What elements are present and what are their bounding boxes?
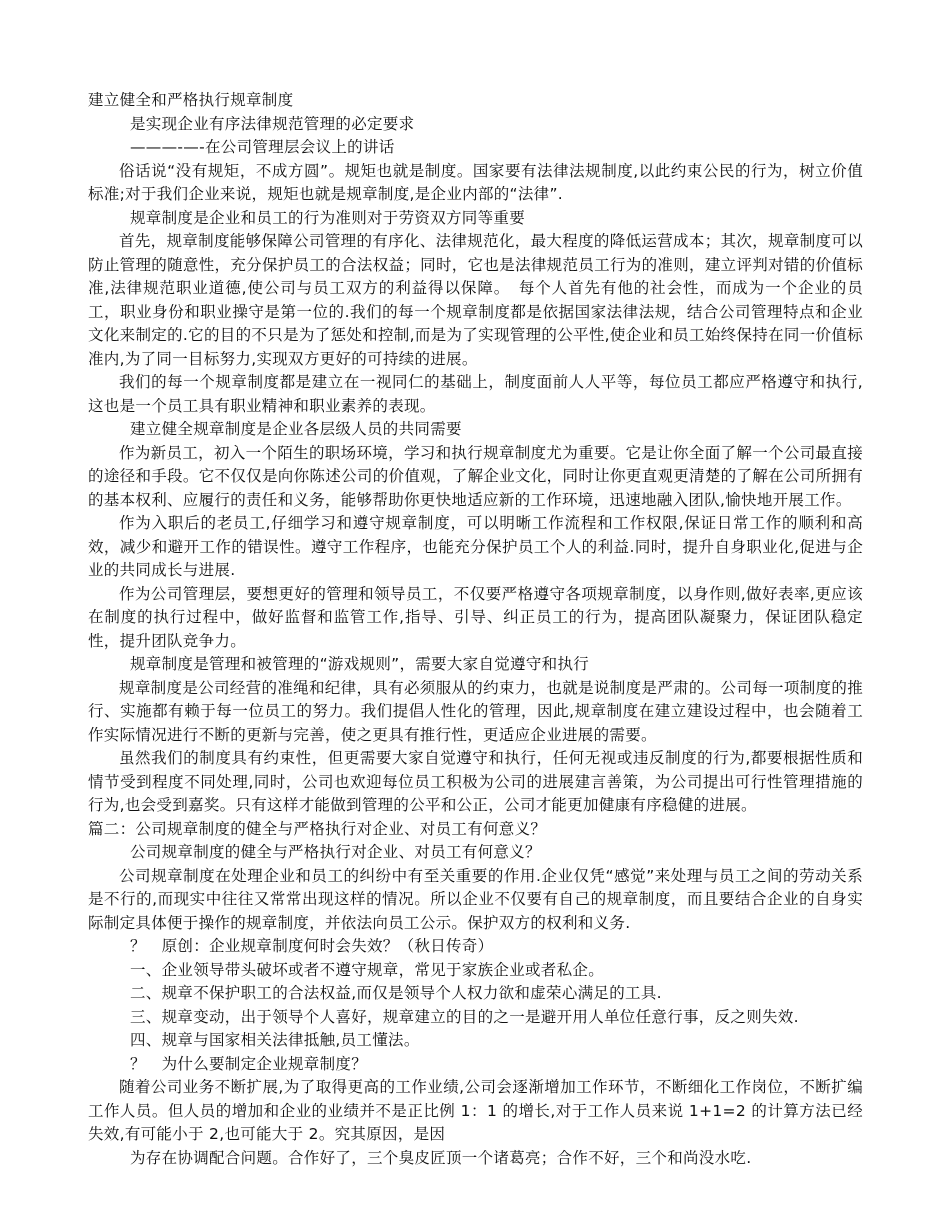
paragraph-2: 首先，规章制度能够保障公司管理的有序化、法律规范化，最大程度的降低运营成本；其次，规章制度可以防止管理的随意性，充分保护员工的合法权益；同时，它也是法律规范员工行为的准则，建立评判对错的价值标准,法律规范职业道德,使公司与员工双方的利益得以保障。 每个人首先有他的社会性，而成为一个企业的员工，职业身份和职业操守是第一位的.我们的每一个规章制度都是依据国家法律法规，结合公司管理特点和企业文化来制定的.它的目的不只是为了惩处和控制,而是为了实现管理的公平性,使企业和员工始终保持在同一价值标准内,为了同一目标努力,实现双方更好的可持续的进展。 bbox=[88, 232, 863, 368]
list-item: 三、规章变动，出于领导个人喜好，规章建立的目的之一是避开用人单位任意行事，反之则失效. bbox=[130, 1007, 799, 1026]
section-heading-3: 规章制度是管理和被管理的“游戏规则”，需要大家自觉遵守和执行 bbox=[130, 655, 590, 673]
document-page bbox=[88, 89, 863, 1170]
part2-paragraph: 公司规章制度在处理企业和员工的纠纷中有至关重要的作用.企业仅凭“感觉”来处理与员工之间的劳动关系是不行的,而现实中往往又常常出现这样的情况。所以企业不仅要有自己的规章制度，而且要结合企业的自身实际制定具体便于操作的规章制度，并依法向员工公示。保护双方的权利和义务. bbox=[88, 866, 863, 932]
paragraph-7: 规章制度是公司经营的准绳和纪律，具有必须服从的约束力，也就是说制度是严肃的。公司每一项制度的推行、实施都有赖于每一位员工的努力。我们提倡人性化的管理，因此,规章制度在建立建设过程中，也会随着工作实际情况进行不断的更新与完善，使之更具有推行性，更适应企业进展的需要。 bbox=[88, 678, 863, 744]
list-item: 二、规章不保护职工的合法权益,而仅是领导个人权力欲和虚荣心满足的工具. bbox=[130, 984, 662, 1002]
part2-heading: 篇二：公司规章制度的健全与严格执行对企业、对员工有何意义？ bbox=[88, 819, 547, 838]
speech-note: ———-—-在公司管理层会议上的讲话 bbox=[130, 138, 395, 156]
paragraph-5: 作为入职后的老员工,仔细学习和遵守规章制度，可以明晰工作流程和工作权限,保证日常工作的顺利和高效，减少和避开工作的错误性。遵守工作程序，也能充分保护员工个人的利益.同时，提升自身职业化,促进与企业的共同成长与进展. bbox=[88, 514, 863, 579]
paragraph-6: 作为公司管理层，要想更好的管理和领导员工，不仅要严格遵守各项规章制度，以身作则,做好表率,更应该在制度的执行过程中，做好监督和监管工作,指导、引导、纠正员工的行为，提高团队凝聚力，保证团队稳定性，提升团队竞争力。 bbox=[88, 584, 863, 650]
document-subtitle: 是实现企业有序法律规范管理的必定要求 bbox=[130, 114, 415, 133]
document-title: 建立健全和严格执行规章制度 bbox=[88, 91, 294, 109]
list-item: 四、规章与国家相关法律抵触,员工懂法。 bbox=[130, 1031, 420, 1049]
section-heading-1: 规章制度是企业和员工的行为准则对于劳资双方同等重要 bbox=[130, 208, 526, 227]
last-paragraph: 随着公司业务不断扩展,为了取得更高的工作业绩,公司会逐渐增加工作环节，不断细化工作岗位，不断扩编工作人员。但人员的增加和企业的业绩并不是正比例 1：1 的增长,对于工作人员来说 1+1=2 的计算方法已经失效,有可能小于 2,也可能大于 2。究其原因，是因 bbox=[88, 1078, 863, 1143]
paragraph-4: 作为新员工，初入一个陌生的职场环境，学习和执行规章制度尤为重要。它是让你全面了解一个公司最直接的途径和手段。它不仅仅是向你陈述公司的价值观，了解企业文化，同时让你更直观更清楚的了解在公司所拥有的基本权利、应履行的责任和义务，能够帮助你更快地适应新的工作环境，迅速地融入团队,愉快地开展工作。 bbox=[88, 443, 863, 509]
paragraph-3: 我们的每一个规章制度都是建立在一视同仁的基础上，制度面前人人平等，每位员工都应严格遵守和执行,这也是一个员工具有职业精神和职业素养的表现。 bbox=[88, 373, 863, 415]
question-2: ？ 为什么要制定企业规章制度？ bbox=[130, 1054, 368, 1073]
paragraph-8: 虽然我们的制度具有约束性，但更需要大家自觉遵守和执行，任何无视或违反制度的行为,都要根据性质和情节受到程度不同处理,同时，公司也欢迎每位员工积极为公司的进展建言善策，为公司提出可行性管理措施的行为,也会受到嘉奖。只有这样才能做到管理的公平和公正，公司才能更加健康有序稳健的进展。 bbox=[88, 749, 863, 814]
paragraph-1: 俗话说“没有规矩，不成方圆”。规矩也就是制度。国家要有法律法规制度,以此约束公民的行为，树立价值标准;对于我们企业来说，规矩也就是规章制度,是企业内部的“法律”. bbox=[88, 161, 863, 203]
final-line: 为存在协调配合问题。合作好了，三个臭皮匠顶一个诸葛亮；合作不好，三个和尚没水吃. bbox=[130, 1148, 752, 1167]
list-item: 一、企业领导带头破坏或者不遵守规章，常见于家族企业或者私企。 bbox=[130, 960, 605, 979]
part2-subheading: 公司规章制度的健全与严格执行对企业、对员工有何意义？ bbox=[130, 843, 541, 861]
question-1: ？ 原创：企业规章制度何时会失效？（秋日传奇） bbox=[130, 937, 494, 955]
section-heading-2: 建立健全规章制度是企业各层级人员的共同需要 bbox=[130, 420, 462, 438]
